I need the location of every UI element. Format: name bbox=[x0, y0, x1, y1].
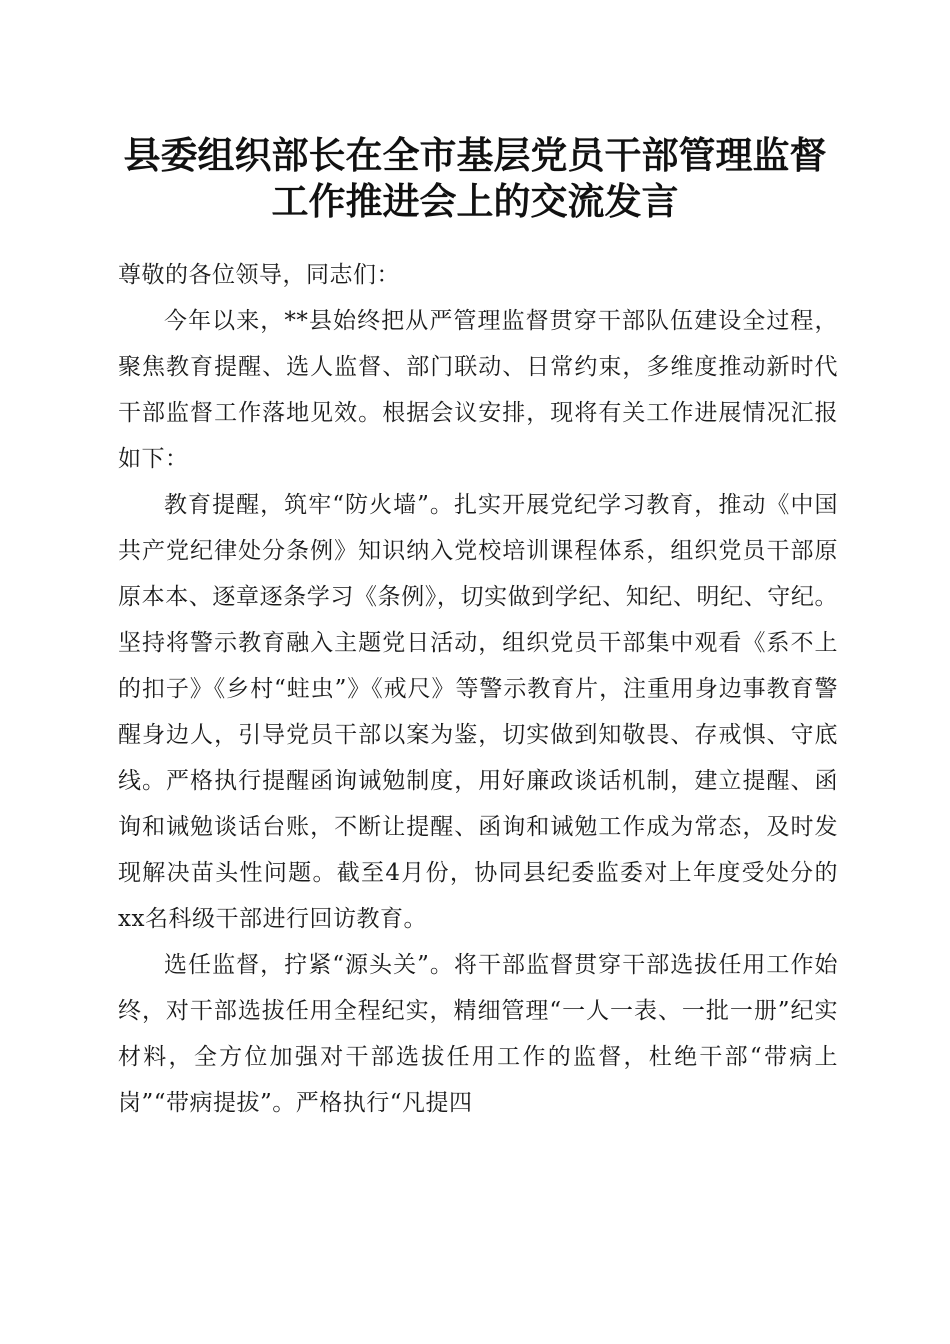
paragraph-intro: 今年以来，**县始终把从严管理监督贯穿干部队伍建设全过程，聚焦教育提醒、选人监督、部门联动、日常约束，多维度推动新时代干部监督工作落地见效。根据会议安排，现将有关工作进展情况汇报如下： bbox=[118, 308, 838, 472]
document-title: 县委组织部长在全市基层党员干部管理监督工作推进会上的交流发言 bbox=[123, 133, 827, 223]
document-body bbox=[118, 252, 838, 1126]
salutation: 尊敬的各位领导，同志们： bbox=[118, 262, 400, 288]
paragraph-education: 教育提醒，筑牢“防火墙”。扎实开展党纪学习教育，推动《中国共产党纪律处分条例》知识纳入党校培训课程体系，组织党员干部原原本本、逐章逐条学习《条例》，切实做到学纪、知纪、明纪、守纪。坚持将警示教育融入主题党日活动，组织党员干部集中观看《系不上的扣子》《乡村“蛀虫”》《戒尺》等警示教育片，注重用身边事教育警醒身边人，引导党员干部以案为鉴，切实做到知敬畏、存戒惧、守底线。严格执行提醒函询诫勉制度，用好廉政谈话机制，建立提醒、函询和诫勉谈话台账，不断让提醒、函询和诫勉工作成为常态，及时发现解决苗头性问题。截至4月份，协同县纪委监委对上年度受处分的xx名科级干部进行回访教育。 bbox=[118, 492, 838, 932]
paragraph-selection: 选任监督，拧紧“源头关”。将干部监督贯穿干部选拔任用工作始终，对干部选拔任用全程纪实，精细管理“一人一表、一批一册”纪实材料，全方位加强对干部选拔任用工作的监督，杜绝干部“带病上岗”“带病提拔”。严格执行“凡提四 bbox=[118, 952, 838, 1116]
